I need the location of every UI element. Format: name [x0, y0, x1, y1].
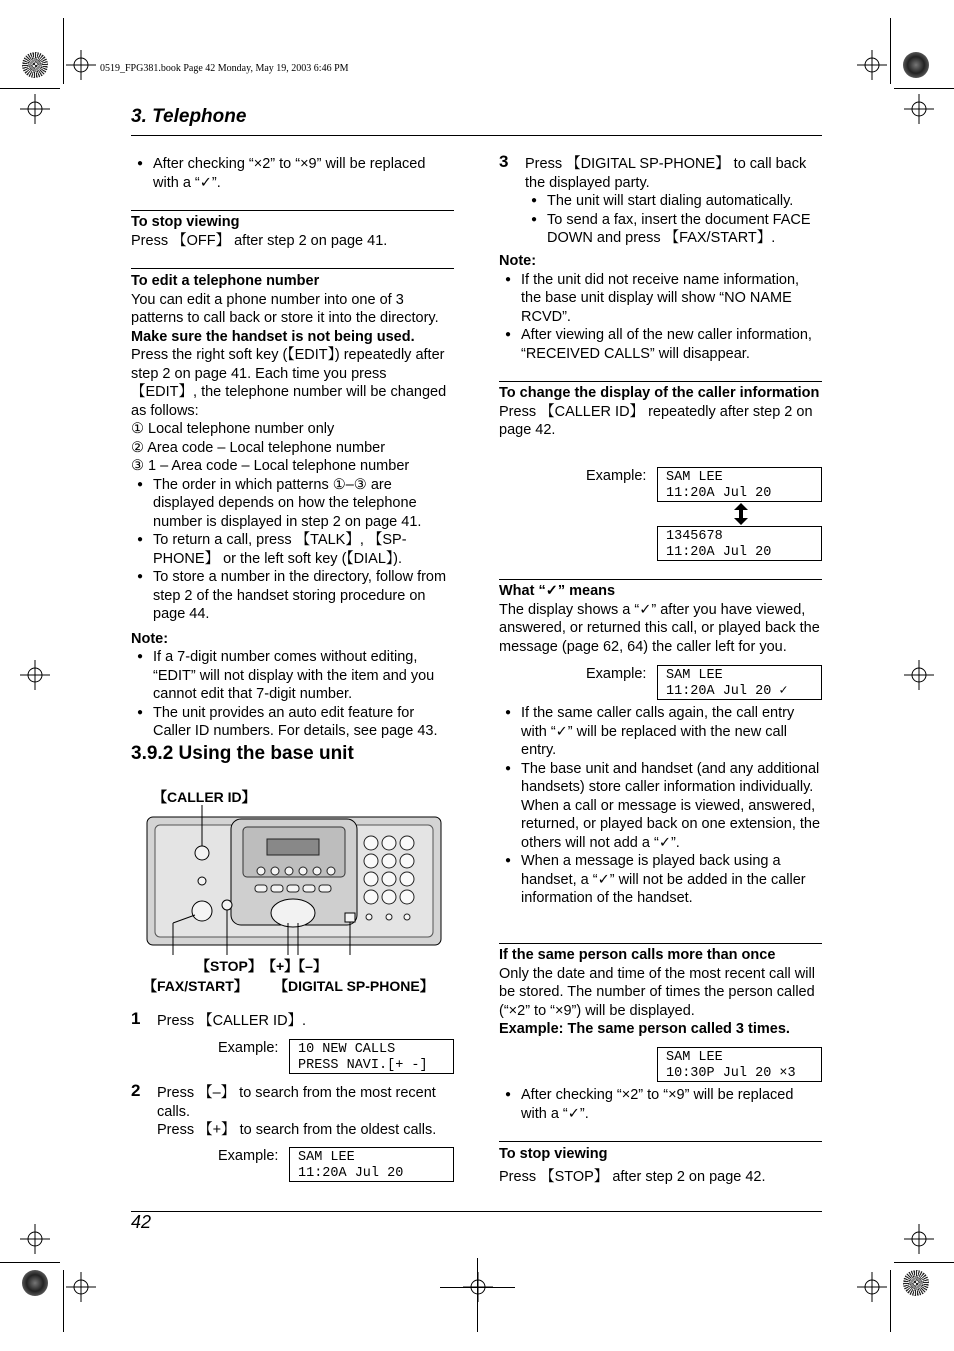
step-3-block: [525, 155, 822, 248]
change-display-block: [499, 384, 822, 440]
lcd-display: SAM LEE 10:30P Jul 20 ×3: [657, 1047, 822, 1082]
registration-disc-icon: [903, 1270, 929, 1296]
same-person-example: Example: The same person called 3 times.: [499, 1021, 790, 1037]
step-1-text: Press 【CALLER ID】.: [157, 1013, 307, 1029]
step-2-line: Press 【+】 to search from the oldest calls.: [157, 1122, 437, 1138]
trim-line: [440, 1287, 515, 1288]
example-label: Example:: [218, 1040, 279, 1056]
digital-sp-phone-label: 【DIGITAL SP-PHONE】: [274, 978, 434, 994]
lcd-display: SAM LEE 11:20A Jul 20 ✓: [657, 665, 822, 700]
divider: [499, 1141, 822, 1142]
note-heading: Note:: [131, 630, 169, 647]
fax-start-label: 【FAX/START】: [143, 978, 248, 994]
example-label: Example:: [586, 468, 647, 484]
crosshair-icon: [904, 94, 934, 124]
means-bullet: ● When a message is played back using a handset, a “✓” will not be added in the caller information of the handset.: [499, 852, 822, 908]
means-bullet: ● The base unit and handset (and any additional handsets) store caller information individually. When a call or message is viewed, answered, returned, or played back on one extension, the others will not add a “✓”.: [499, 760, 822, 853]
section-title: 3. Telephone: [131, 106, 247, 127]
step-number: 2: [131, 1081, 141, 1100]
stop-label: 【STOP】: [196, 958, 262, 974]
note-bullet: ● After viewing all of the new caller information, “RECEIVED CALLS” will disappear.: [499, 326, 822, 363]
fax-machine-illustration: [145, 805, 445, 955]
lcd-display: 1345678 11:20A Jul 20: [657, 526, 822, 561]
file-header: 0519_FPG381.book Page 42 Monday, May 19, 2003 6:46 PM: [100, 63, 349, 74]
note-bullet: ● If a 7-digit number comes without editing, “EDIT” will not display with the item and you cannot edit that 7-digit number.: [131, 648, 454, 704]
trim-line: [477, 1258, 478, 1332]
caller-id-label: 【CALLER ID】: [153, 789, 256, 805]
divider: [499, 943, 822, 944]
change-display-heading: To change the display of the caller information: [499, 385, 820, 401]
divider: [131, 210, 454, 211]
trim-line: [0, 88, 60, 89]
stop-viewing-heading: To stop viewing: [131, 214, 240, 230]
trim-line: [0, 1262, 60, 1263]
pattern-item: ② Area code – Local telephone number: [131, 439, 386, 456]
stop-viewing-block: [131, 213, 454, 250]
step-3-text: Press 【DIGITAL SP-PHONE】 to call back the displayed party.: [525, 156, 807, 191]
change-display-text: Press 【CALLER ID】 repeatedly after step 2 on page 42.: [499, 403, 813, 438]
stop-viewing-heading: To stop viewing: [499, 1146, 608, 1162]
stop-viewing-block: [499, 1145, 822, 1186]
same-person-text: Only the date and time of the most recent call will be stored. The number of times the person called (“×2” to “×9”) will be displayed.: [499, 965, 815, 1019]
left-column: [131, 155, 454, 192]
what-means-text: The display shows a “✓” after you have viewed, answered, or returned this call, or played back the message (page 62, 64) the caller left for you.: [499, 601, 820, 655]
stop-viewing-text: Press 【STOP】 after step 2 on page 42.: [499, 1168, 766, 1185]
pattern-item: ③ 1 – Area code – Local telephone number: [131, 458, 410, 474]
edit-paragraph: Press the right soft key (【EDIT】) repeatedly after step 2 on page 41. Each time you press 【EDIT】, the telephone number will be changed as follows:: [131, 347, 447, 419]
note-block: [499, 252, 822, 363]
registration-disc-icon: [22, 52, 48, 78]
step-3-bullet: ● The unit will start dialing automatically.: [525, 192, 822, 211]
crosshair-icon: [904, 1224, 934, 1254]
edit-bullet: ● To store a number in the directory, follow from step 2 of the handset storing procedure on page 44.: [131, 568, 454, 624]
step-number: 3: [499, 152, 509, 171]
after-checking-bullet: ● After checking “×2” to “×9” will be replaced with a “✓”.: [499, 1086, 822, 1123]
trim-line: [890, 1270, 891, 1332]
plus-minus-label: 【+】【–】: [262, 958, 327, 974]
divider: [499, 381, 822, 382]
registration-disc-icon: [22, 1270, 48, 1296]
example-label: Example:: [586, 666, 647, 682]
same-person-heading: If the same person calls more than once: [499, 947, 776, 963]
crosshair-icon: [20, 660, 50, 690]
after-checking-bullet: ● After checking “×2” to “×9” will be replaced with a “✓”.: [131, 155, 454, 192]
what-means-heading: What “✓” means: [499, 583, 616, 599]
what-means-block: [499, 582, 822, 656]
footer-rule: [131, 1211, 822, 1212]
trim-line: [894, 88, 954, 89]
step-3-bullet: ● To send a fax, insert the document FACE DOWN and press 【FAX/START】.: [525, 211, 822, 248]
stop-viewing-text: Press 【OFF】 after step 2 on page 41.: [131, 232, 388, 249]
crosshair-icon: [857, 50, 887, 80]
pattern-item: ① Local telephone number only: [131, 421, 335, 437]
registration-disc-icon: [903, 52, 929, 78]
divider: [131, 268, 454, 269]
edit-bullet: ● The order in which patterns ①–③ are displayed depends on how the telephone number is displayed in step 2 on page 41.: [131, 476, 454, 532]
note-heading: Note:: [499, 253, 537, 269]
after-checking-block: [499, 1086, 822, 1123]
means-bullets: [499, 704, 822, 908]
crosshair-icon: [20, 1224, 50, 1254]
trim-line: [63, 1270, 64, 1332]
crosshair-icon: [904, 660, 934, 690]
trim-line: [890, 18, 891, 84]
double-arrow-icon: [733, 503, 749, 525]
lcd-display: SAM LEE 11:20A Jul 20: [289, 1147, 454, 1182]
step-number: 1: [131, 1009, 141, 1028]
header-rule: [131, 135, 822, 136]
crosshair-icon: [66, 1272, 96, 1302]
means-bullet: ● If the same caller calls again, the call entry with “✓” will be replaced with the new call entry.: [499, 704, 822, 760]
edit-heading: To edit a telephone number: [131, 273, 320, 289]
base-unit-heading: 3.9.2 Using the base unit: [131, 743, 354, 764]
edit-number-block: [131, 272, 454, 741]
note-bullet: ● If the unit did not receive name information, the base unit display will show “NO NAME RCVD”.: [499, 271, 822, 327]
step-2-text: [157, 1084, 454, 1140]
trim-line: [63, 18, 64, 84]
edit-warning: Make sure the handset is not being used.: [131, 328, 415, 345]
lcd-display: 10 NEW CALLS PRESS NAVI.[+ -]: [289, 1039, 454, 1074]
crosshair-icon: [857, 1272, 887, 1302]
page-number: 42: [131, 1212, 152, 1232]
lcd-display: SAM LEE 11:20A Jul 20: [657, 467, 822, 502]
trim-line: [894, 1262, 954, 1263]
crosshair-icon: [66, 50, 96, 80]
edit-bullet: ● To return a call, press 【TALK】, 【SP-PHONE】 or the left soft key (【DIAL】).: [131, 531, 454, 568]
same-person-block: [499, 946, 822, 1039]
note-bullet: ● The unit provides an auto edit feature for Caller ID numbers. For details, see page 43.: [131, 704, 454, 741]
example-label: Example:: [218, 1148, 279, 1164]
divider: [499, 579, 822, 580]
edit-paragraph: You can edit a phone number into one of 3 patterns to call back or store it into the directory.: [131, 291, 439, 326]
crosshair-icon: [20, 94, 50, 124]
step-2-line: Press 【–】 to search from the most recent calls.: [157, 1085, 436, 1120]
